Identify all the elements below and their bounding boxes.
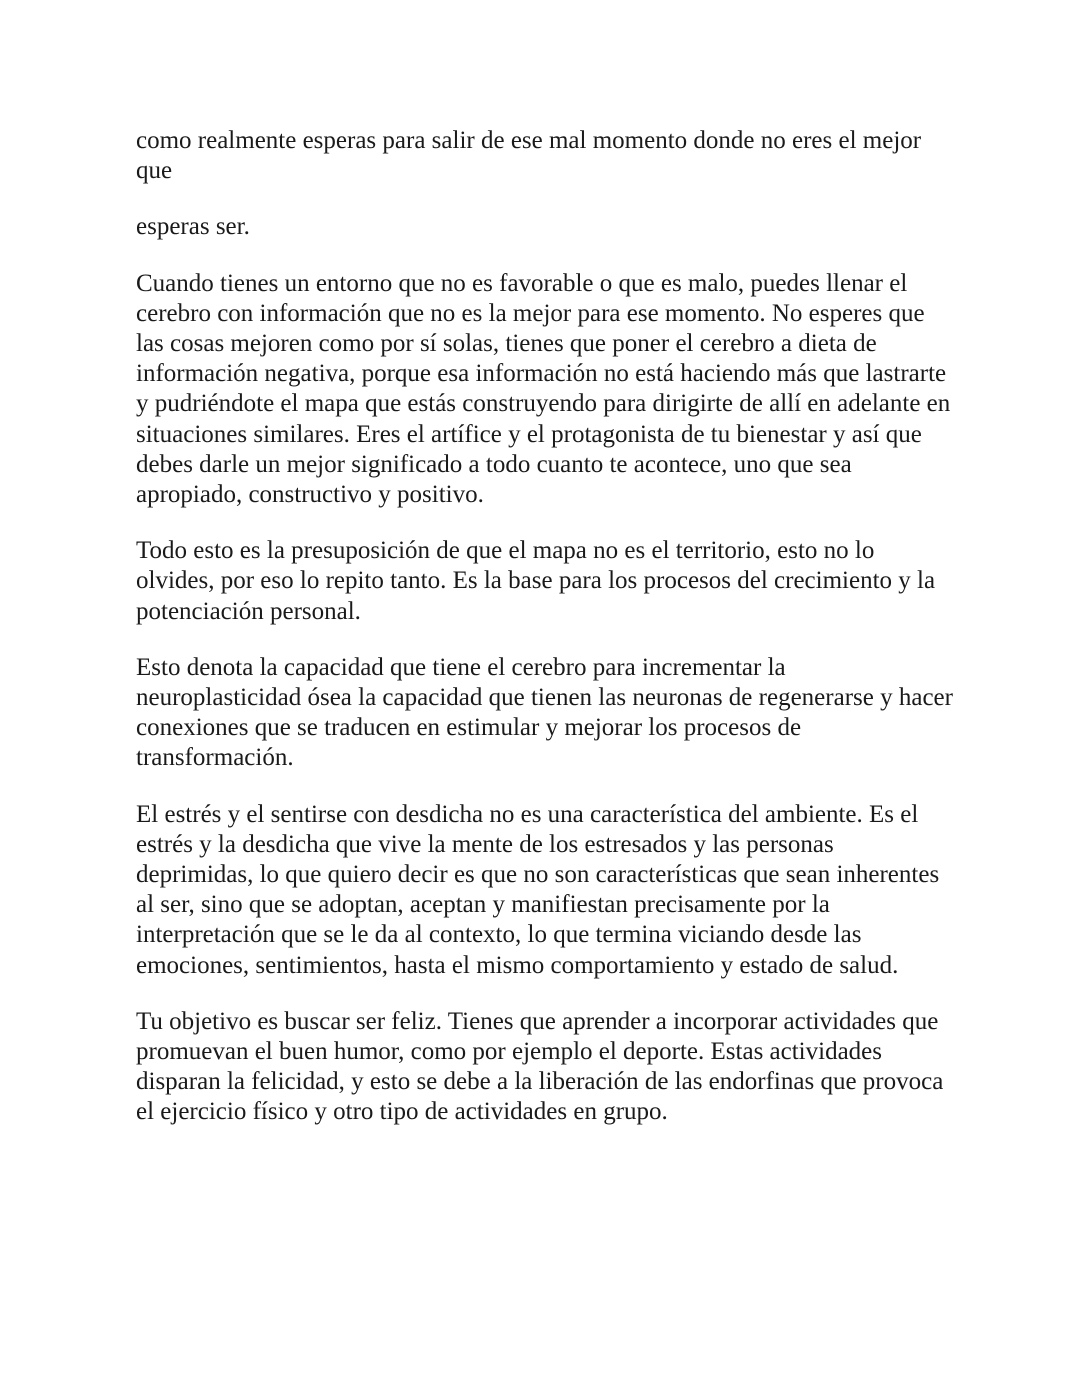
paragraph-2: esperas ser. — [136, 213, 250, 241]
paragraph-3: Cuando tienes un entorno que no es favorable o que es malo, puedes llenar el cerebro con información que no es la mejor para ese momento. No esperes que las cosas mejoren como por sí solas, tienes que poner el cerebro a dieta de información negativa, porque esa información no está haciendo más que lastrarte y pudriéndote el mapa que estás construyendo para dirigirte de allí en adelante en situaciones similares. Eres el artífice y el protagonista de tu bienestar y así que debes darle un mejor significado a todo cuanto te acontece, uno que sea apropiado, constructivo y positivo. — [136, 269, 951, 509]
paragraph-7: Tu objetivo es buscar ser feliz. Tienes que aprender a incorporar actividades que promuevan el buen humor, como por ejemplo el deporte. Estas actividades disparan la felicidad, y esto se debe a la liberación de las endorfinas que provoca el ejercicio físico y otro tipo de actividades en grupo. — [136, 1007, 944, 1126]
document-body — [136, 126, 956, 1128]
paragraph-6: El estrés y el sentirse con desdicha no es una característica del ambiente. Es el estrés y la desdicha que vive la mente de los estresados y las personas deprimidas, lo que quiero decir es que no son características que sean inherentes al ser, sino que se adoptan, aceptan y manifiestan precisamente por la interpretación que se le da al contexto, lo que termina viciando desde las emociones, sentimientos, hasta el mismo comportamiento y estado de salud. — [136, 800, 940, 979]
paragraph-1: como realmente esperas para salir de ese mal momento donde no eres el mejor que — [136, 127, 922, 185]
paragraph-4: Todo esto es la presuposición de que el mapa no es el territorio, esto no lo olvides, por eso lo repito tanto. Es la base para los procesos del crecimiento y la potenciación personal. — [136, 537, 936, 625]
paragraph-5: Esto denota la capacidad que tiene el cerebro para incrementar la neuroplasticidad ósea la capacidad que tienen las neuronas de regenerarse y hacer conexiones que se traducen en estimular y mejorar los procesos de transformación. — [136, 653, 953, 772]
